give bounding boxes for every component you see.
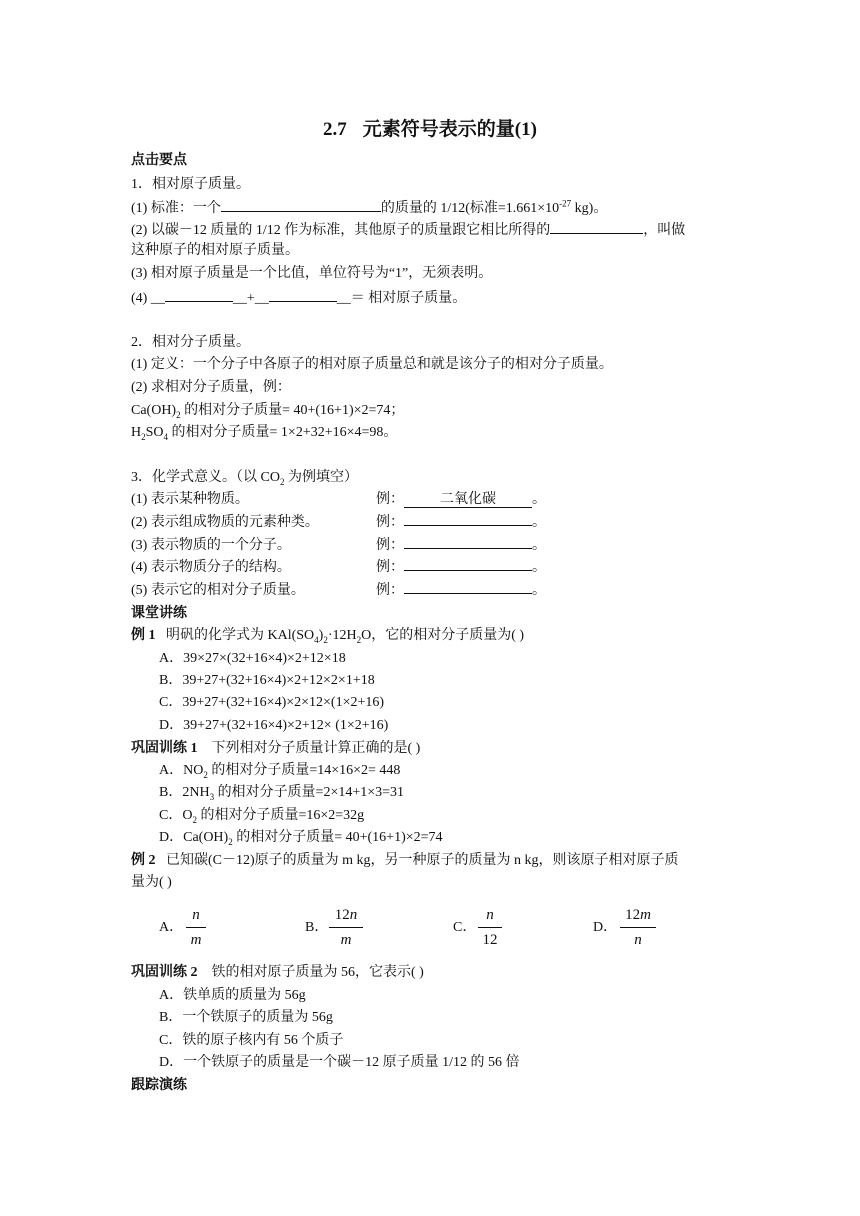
p1-line2-a: (2) 以碳－12 质量的 1/12 作为标准，其他原子的质量跟它相比所得的	[131, 223, 551, 238]
p1-line3: (3) 相对原子质量是一个比值，单位符号为“1”，无须表明。	[131, 266, 493, 281]
p3-item-3: (3) 表示物质的一个分子。	[131, 538, 291, 553]
section-heading-tracking: 跟踪演练	[131, 1078, 187, 1093]
title-text: 元素符号表示的量(1)	[362, 119, 537, 140]
section-heading-class: 课堂讲练	[131, 606, 187, 621]
fraction-bar	[620, 927, 656, 928]
option-text: D．Ca(OH)	[159, 830, 229, 845]
option-a[interactable]: A．铁单质的质量为 56g	[159, 988, 306, 1003]
p1-line1-c: kg)。	[571, 201, 608, 216]
p3-answer-4	[376, 559, 546, 577]
question-text: 铁的相对原子质量为 56，它表示( )	[211, 965, 424, 980]
fraction-a	[186, 906, 206, 949]
option-c-label[interactable]: C．	[453, 920, 477, 935]
title-number: 2.7	[323, 119, 347, 140]
option-c[interactable]: C．铁的原子核内有 56 个质子	[159, 1033, 344, 1048]
p2-line3	[131, 402, 404, 420]
p1-line1-b: 的质量的 1/12(标准=1.661×10	[380, 201, 560, 216]
training-2-label: 巩固训练 2	[131, 965, 198, 980]
option-text: 的相对分子质量=14×16×2= 448	[207, 763, 401, 778]
fill-blank[interactable]	[221, 198, 381, 212]
p2-line2: (2) 求相对分子质量，例：	[131, 380, 291, 395]
option-text: 的相对分子质量= 40+(16+1)×2=74	[232, 830, 443, 845]
section-heading-key-points: 点击要点	[131, 153, 187, 168]
example-2-label: 例 2	[131, 853, 156, 868]
subscript: 3	[209, 791, 215, 802]
example-label: 例：	[376, 583, 404, 598]
option-text: 的相对分子质量=2×14+1×3=31	[214, 785, 405, 800]
subscript: 2	[279, 476, 285, 487]
example-2-question	[131, 852, 679, 870]
fill-blank-answer[interactable]	[404, 525, 532, 526]
subscript: 4	[314, 634, 319, 645]
formula-part: 的相对分子质量= 40+(16+1)×2=74；	[180, 403, 405, 418]
example-2-question-cont: 量为( )	[131, 875, 172, 890]
denominator: n	[634, 932, 642, 948]
coefficient: 12	[625, 907, 641, 923]
p1-line4-b: __+__	[232, 291, 269, 306]
subscript: 2	[176, 409, 181, 420]
question-text: O，它的相对分子质量为( )	[361, 628, 525, 643]
p1-line2-b: ，叫做	[643, 223, 686, 238]
numerator: n	[486, 907, 494, 923]
denominator: m	[340, 932, 352, 948]
option-c[interactable]	[159, 807, 364, 825]
option-b-label[interactable]: B．	[305, 920, 329, 935]
option-c[interactable]: C．39+27+(32+16×4)×2×12×(1×2+16)	[159, 695, 385, 710]
p1-line2-cont: 这种原子的相对原子质量。	[131, 243, 299, 258]
fill-blank[interactable]	[269, 288, 337, 302]
p1-heading: 1．相对原子质量。	[131, 177, 250, 192]
fill-blank-answer[interactable]	[404, 548, 532, 549]
question-text: ·12H	[327, 628, 357, 643]
p1-line4	[131, 288, 466, 308]
period: 。	[532, 515, 546, 530]
period: 。	[532, 560, 546, 575]
p2-line1: (1) 定义：一个分子中各原子的相对原子质量总和就是该分子的相对分子质量。	[131, 357, 613, 372]
numerator	[620, 906, 656, 924]
p1-line4-a: (4) __	[131, 291, 165, 306]
fill-blank[interactable]	[550, 220, 643, 234]
numerator: n	[192, 907, 200, 923]
p1-line4-c: __＝ 相对原子质量。	[336, 291, 467, 306]
fraction-bar	[478, 927, 502, 928]
example-1-label: 例 1	[131, 628, 156, 643]
option-d[interactable]	[159, 829, 443, 847]
option-a[interactable]: A．39×27×(32+16×4)×2+12×18	[159, 651, 346, 666]
p3-item-2: (2) 表示组成物质的元素种类。	[131, 515, 319, 530]
question-text: )	[318, 628, 324, 643]
coefficient: 12	[334, 907, 350, 923]
variable: m	[640, 907, 651, 923]
subscript: 2	[141, 431, 146, 442]
fill-blank-answer[interactable]	[404, 593, 532, 594]
p3-answer-2	[376, 514, 546, 532]
subscript: 2	[356, 634, 362, 645]
example-label: 例：	[376, 560, 404, 575]
fill-blank[interactable]	[165, 288, 233, 302]
p3-answer-1	[376, 491, 546, 509]
option-b[interactable]: B．一个铁原子的质量为 56g	[159, 1010, 333, 1025]
formula-part: SO	[145, 425, 164, 440]
page-title	[0, 118, 860, 142]
option-a[interactable]	[159, 762, 400, 780]
subscript: 2	[228, 836, 233, 847]
subscript: 4	[163, 431, 169, 442]
denominator: m	[190, 932, 202, 948]
p1-line1	[131, 198, 607, 218]
option-a-label[interactable]: A．	[159, 920, 184, 935]
fill-blank-answer[interactable]: 二氧化碳	[404, 492, 532, 508]
fraction-c	[478, 906, 502, 949]
example-1-question	[131, 627, 524, 645]
option-d[interactable]: D．一个铁原子的质量是一个碳－12 原子质量 1/12 的 56 倍	[159, 1055, 520, 1070]
option-text: B．2NH	[159, 785, 210, 800]
fraction-bar	[186, 927, 206, 928]
option-b[interactable]	[159, 784, 404, 802]
p3-answer-3	[376, 537, 546, 555]
option-text: C．O	[159, 808, 193, 823]
formula-part: H	[131, 425, 142, 440]
fraction-bar	[329, 927, 363, 928]
example-label: 例：	[376, 492, 404, 507]
training-1-label: 巩固训练 1	[131, 741, 198, 756]
fill-blank-answer[interactable]	[404, 570, 532, 571]
p1-line1-a: (1) 标准：一个	[131, 201, 221, 216]
numerator	[329, 906, 363, 924]
p2-line4	[131, 424, 397, 442]
question-text: 明矾的化学式为 KAl(SO	[166, 628, 315, 643]
option-d-label[interactable]: D．	[593, 920, 618, 935]
training-2-question	[131, 964, 424, 982]
p3-heading	[131, 469, 358, 487]
fraction-d	[620, 906, 656, 949]
question-text: 下列相对分子质量计算正确的是( )	[211, 741, 421, 756]
subscript: 2	[323, 634, 328, 645]
p3-item-5: (5) 表示它的相对分子质量。	[131, 583, 305, 598]
fraction-b	[329, 906, 363, 949]
option-b[interactable]: B．39+27+(32+16×4)×2+12×2×1+18	[159, 673, 375, 688]
p3-item-4: (4) 表示物质分子的结构。	[131, 560, 291, 575]
variable: n	[349, 907, 358, 923]
subscript: 2	[192, 814, 197, 825]
p3-answer-5	[376, 582, 546, 600]
denominator: 12	[482, 932, 498, 948]
training-1-question	[131, 740, 420, 758]
period: 。	[532, 492, 546, 507]
formula-part: Ca(OH)	[131, 403, 177, 418]
period: 。	[532, 583, 546, 598]
option-d[interactable]: D．39+27+(32+16×4)×2+12× (1×2+16)	[159, 718, 389, 733]
p3-item-1: (1) 表示某种物质。	[131, 492, 249, 507]
p1-exponent: -27	[559, 198, 572, 209]
p3-heading-b: 为例填空）	[284, 470, 358, 485]
option-text: 的相对分子质量=16×2=32g	[196, 808, 365, 823]
option-text: A．NO	[159, 763, 204, 778]
example-label: 例：	[376, 515, 404, 530]
example-label: 例：	[376, 538, 404, 553]
period: 。	[532, 538, 546, 553]
p3-heading-a: 3．化学式意义。（以 CO	[131, 470, 280, 485]
subscript: 2	[203, 769, 208, 780]
p2-heading: 2．相对分子质量。	[131, 335, 250, 350]
question-text: 已知碳(C－12)原子的质量为 m kg，另一种原子的质量为 n kg，则该原子相对原子质	[166, 853, 679, 868]
p1-line2	[131, 220, 685, 240]
formula-part: 的相对分子质量= 1×2+32+16×4=98。	[168, 425, 398, 440]
